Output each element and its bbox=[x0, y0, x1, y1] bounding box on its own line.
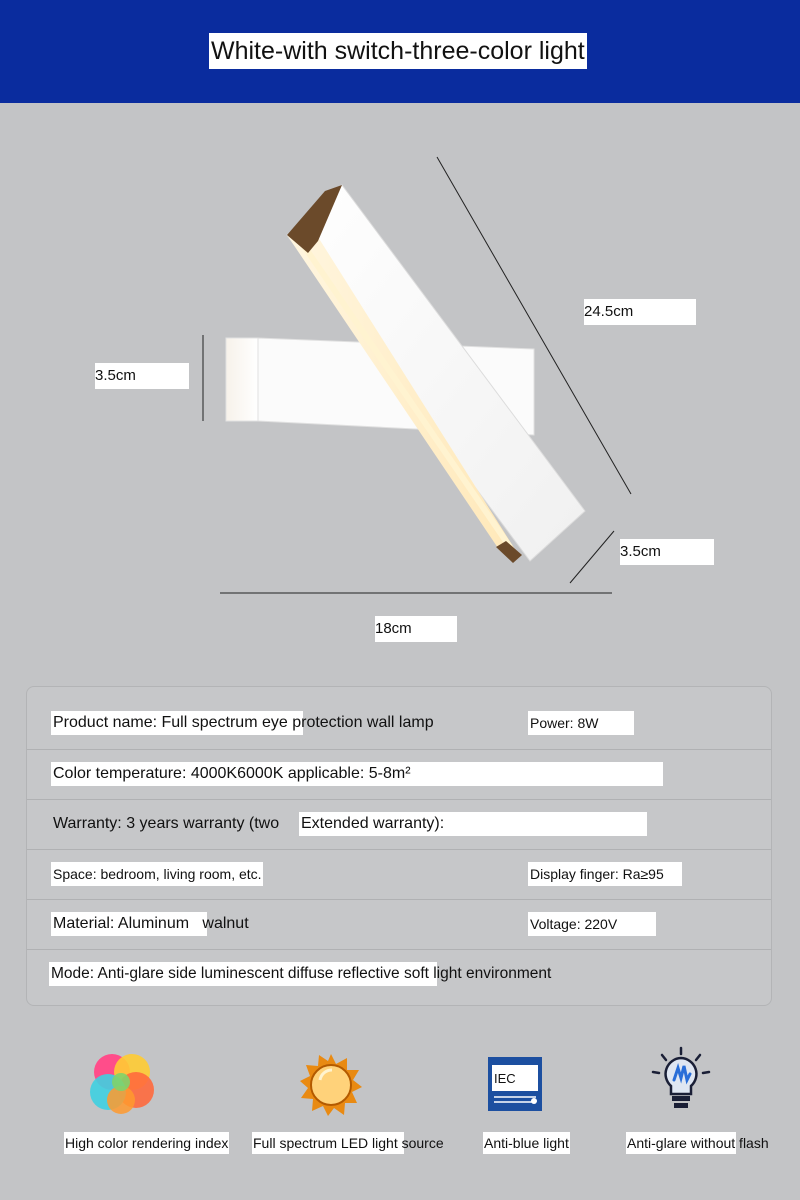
page-title: White-with switch-three-color light bbox=[209, 33, 587, 69]
color-temperature: Color temperature: 4000K6000K applicable: 5-8m² bbox=[51, 762, 663, 786]
iec-badge-text: IEC bbox=[494, 1071, 516, 1086]
material: Material: Aluminum walnut bbox=[53, 915, 249, 932]
spec-row bbox=[27, 749, 771, 800]
spec-row bbox=[27, 799, 771, 850]
feature-label-anti-blue: Anti-blue light bbox=[483, 1132, 570, 1154]
voltage: Voltage: 220V bbox=[528, 912, 656, 936]
spec-row bbox=[27, 899, 771, 950]
spec-row bbox=[27, 849, 771, 900]
height-dimension-label: 3.5cm bbox=[95, 363, 189, 389]
mode: Mode: Anti-glare side luminescent diffuse reflective soft light environment bbox=[51, 965, 552, 982]
spec-row bbox=[27, 699, 771, 749]
power: Power: 8W bbox=[528, 711, 634, 735]
header-banner bbox=[0, 0, 800, 103]
warranty: Warranty: 3 years warranty (two bbox=[53, 815, 280, 832]
feature-label-anti-glare: Anti-glare without flash bbox=[627, 1135, 769, 1151]
product-name: Product name: Full spectrum eye protection wall lamp bbox=[53, 714, 434, 731]
light-bulb-hand-icon bbox=[650, 1046, 712, 1116]
width-dimension-label: 18cm bbox=[375, 616, 457, 642]
features-row bbox=[0, 1040, 800, 1200]
feature-label-color-rendering: High color rendering index bbox=[64, 1132, 229, 1154]
depth-dimension-label: 3.5cm bbox=[620, 539, 714, 565]
space: Space: bedroom, living room, etc. bbox=[53, 866, 262, 882]
spec-row bbox=[27, 949, 771, 1000]
color-wheel-icon bbox=[88, 1050, 154, 1116]
lamp-illustration bbox=[0, 103, 800, 673]
specifications-table bbox=[26, 686, 772, 1006]
iec-certificate-icon bbox=[488, 1057, 542, 1111]
extended-warranty: Extended warranty): bbox=[299, 812, 647, 836]
sun-icon bbox=[298, 1052, 364, 1118]
feature-label-full-spectrum: Full spectrum LED light source bbox=[253, 1135, 444, 1151]
display-finger: Display finger: Ra≥95 bbox=[528, 862, 682, 886]
diagonal-dimension-label: 24.5cm bbox=[584, 299, 696, 325]
